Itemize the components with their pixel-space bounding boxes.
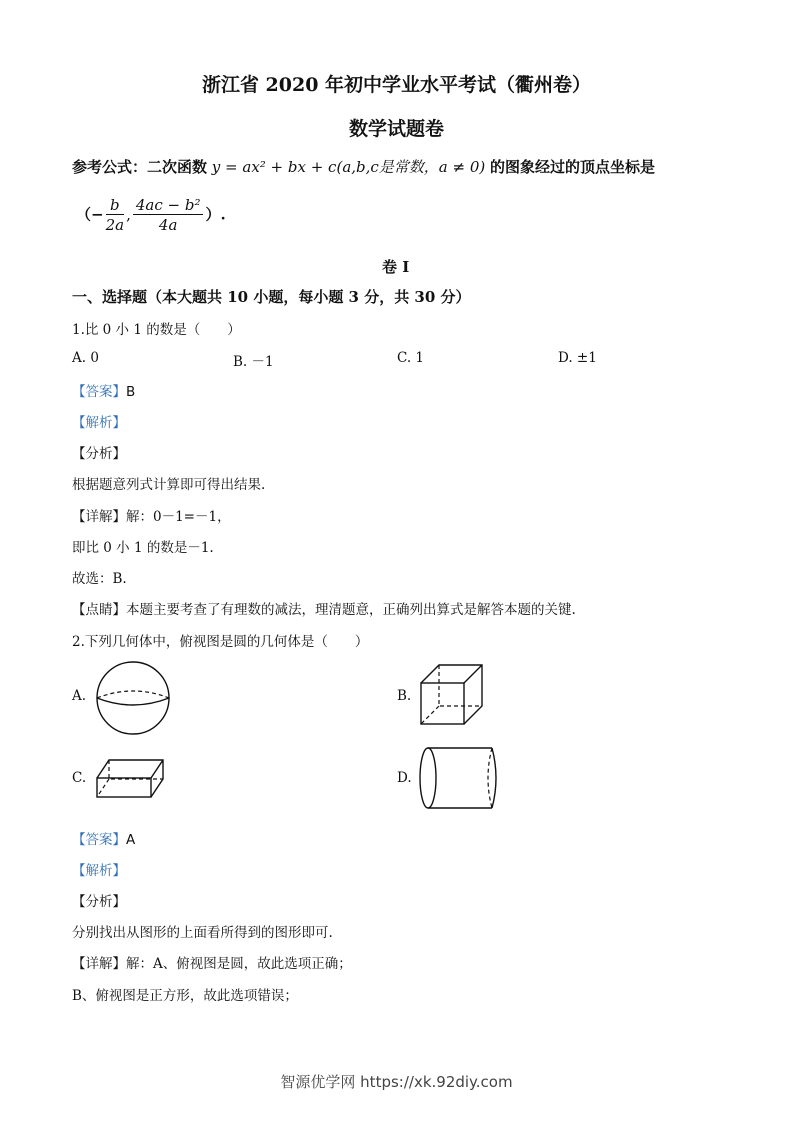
vertex-open: （− (76, 205, 104, 224)
q1-answer-value: B (126, 384, 136, 400)
formula-tail: 的图象经过的顶点坐标是 (490, 158, 656, 176)
formula-equation: y = ax² + bx + c(a,b,c是常数，a ≠ 0) (211, 158, 486, 176)
q2-answer-label: 【答案】 (72, 832, 126, 848)
vertex-close: ）. (205, 205, 226, 224)
frac1-denominator: 2a (105, 216, 125, 234)
q2-detail: 【详解】解：A、俯视图是圆，故此选项正确； (72, 956, 352, 972)
q2-label-b: B. (397, 688, 412, 704)
cuboid-icon (95, 756, 167, 800)
page-title: 浙江省 2020 年初中学业水平考试（衢州卷） (201, 74, 592, 96)
formula-lead: 参考公式：二次函数 (72, 158, 208, 176)
q1-fenxi-text: 根据题意列式计算即可得出结果. (72, 477, 266, 493)
q1-option-d: D. ±1 (558, 350, 597, 366)
volume-label: 卷 I (382, 258, 410, 276)
formula-line (72, 156, 655, 177)
q2-answer-value: A (126, 832, 136, 848)
vertex-formula (76, 196, 226, 235)
cube-icon (418, 662, 488, 728)
q1-fenxi-label: 【分析】 (72, 446, 126, 462)
frac2-numerator: 4ac − b² (133, 196, 204, 215)
frac2-denominator: 4a (158, 216, 178, 234)
frac1-numerator: b (106, 196, 125, 215)
q1-analysis-label: 【解析】 (72, 415, 126, 431)
q1-choice: 故选：B. (72, 571, 127, 587)
q2-answer (72, 828, 135, 848)
q1-option-a: A. 0 (72, 350, 99, 366)
q2-fenxi-text: 分别找出从图形的上面看所得到的图形即可. (72, 925, 333, 941)
q1-stem: 1.比 0 小 1 的数是（ ） (72, 322, 241, 338)
footer-link[interactable]: 智源优学网 https://xk.92diy.com (280, 1073, 513, 1091)
q1-detail2: 即比 0 小 1 的数是－1. (72, 540, 214, 556)
q2-label-c: C. (72, 770, 87, 786)
fraction-4ac-b2-over-4a (133, 196, 204, 235)
q1-option-b: B. －1 (233, 354, 274, 370)
q2-stem: 2.下列几何体中，俯视图是圆的几何体是（ ） (72, 634, 369, 650)
cylinder-icon (418, 744, 504, 812)
sphere-icon (95, 660, 175, 738)
q2-label-d: D. (397, 770, 412, 786)
section-heading: 一、选择题（本大题共 10 小题，每小题 3 分，共 30 分） (72, 288, 471, 306)
fraction-b-over-2a (106, 196, 125, 235)
q2-analysis-label: 【解析】 (72, 863, 126, 879)
q1-detail: 【详解】解：0－1=－1， (72, 509, 231, 525)
q1-option-c: C. 1 (397, 350, 425, 366)
q1-comment: 【点睛】本题主要考查了有理数的减法，理清题意，正确列出算式是解答本题的关键. (72, 602, 576, 618)
q2-fenxi-label: 【分析】 (72, 894, 126, 910)
vertex-comma: , (126, 205, 131, 224)
q1-answer (72, 380, 135, 400)
q2-label-a: A. (72, 688, 87, 704)
page-subtitle: 数学试题卷 (348, 118, 444, 140)
q1-answer-label: 【答案】 (72, 384, 126, 400)
q2-detail2: B、俯视图是正方形，故此选项错误； (72, 988, 298, 1004)
